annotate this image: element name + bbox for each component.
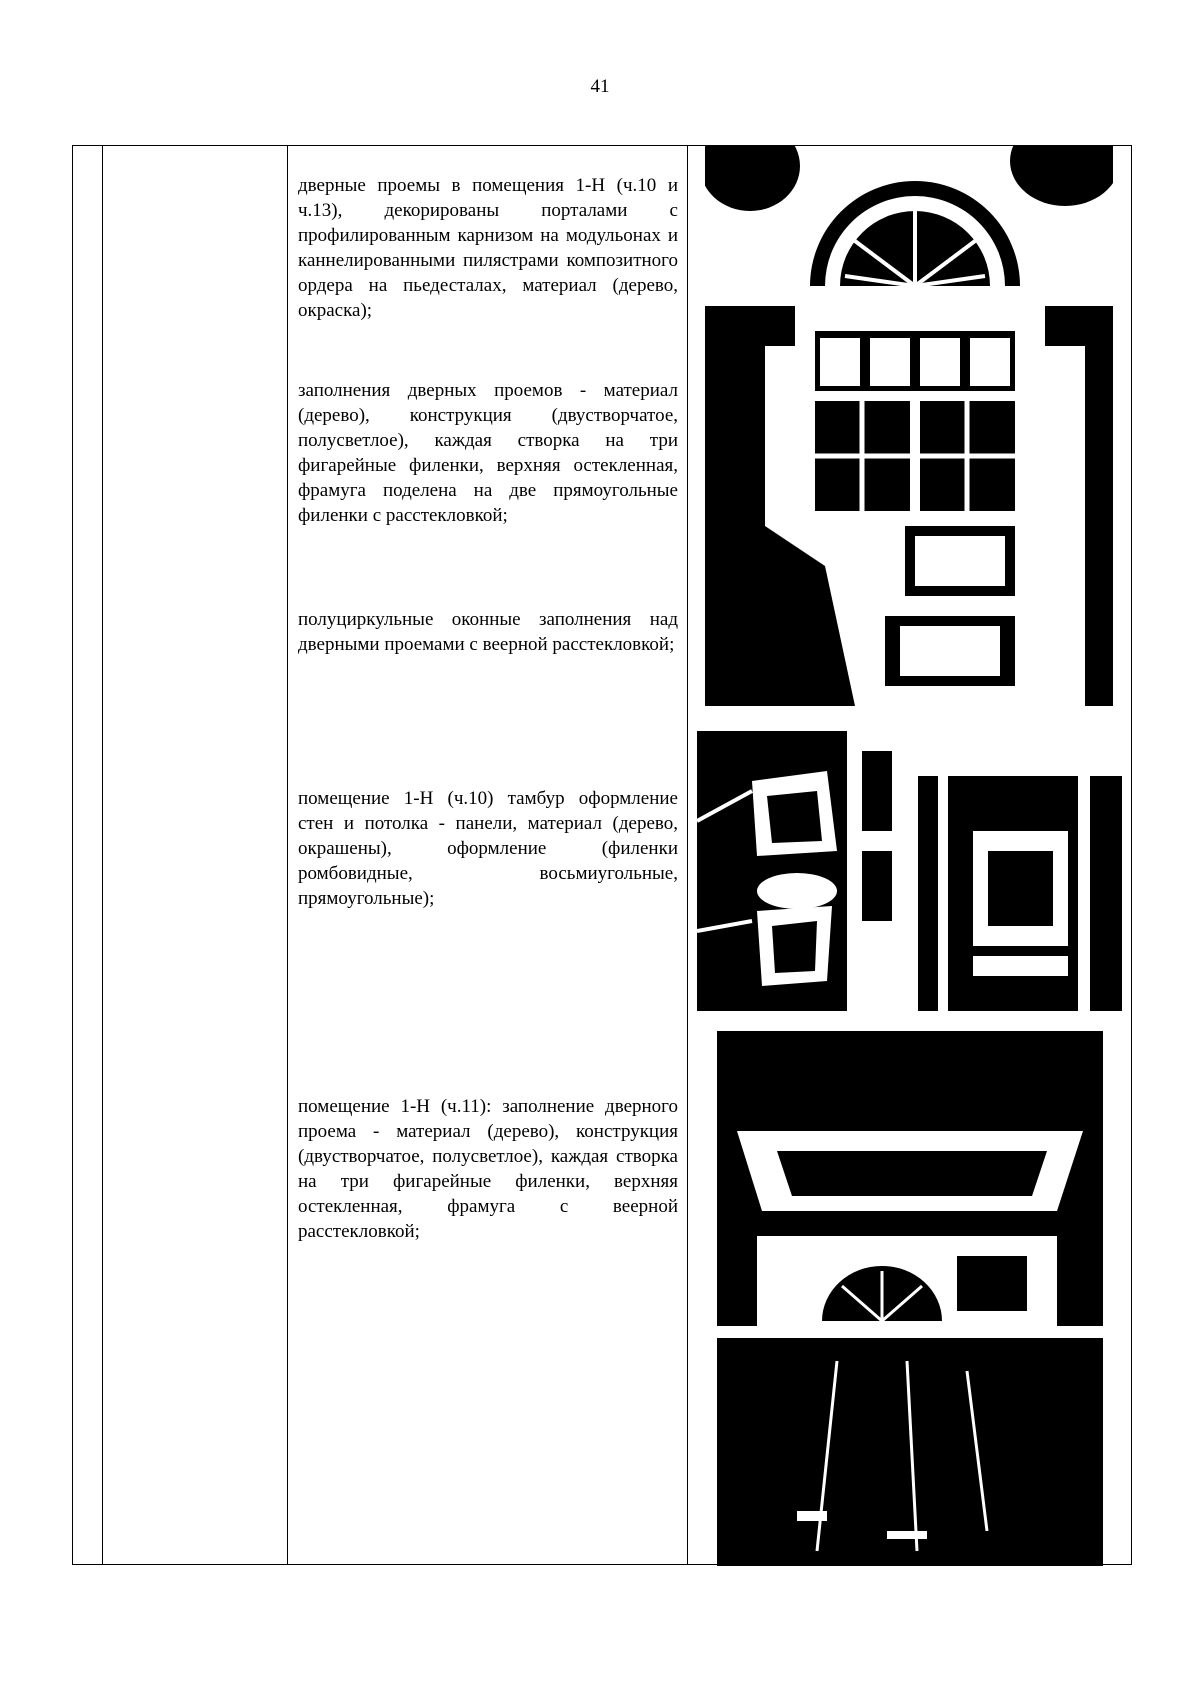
column-divider <box>287 146 288 1564</box>
inventory-table <box>72 145 1132 1565</box>
description-door-portals: дверные проемы в помещения 1-Н (ч.10 и ч.13), декорированы порталами с профилированным карнизом на модульонах и каннелированными пилястрами композитного ордера на пьедесталах, материал (дерево, окраска); <box>298 175 678 321</box>
description-room-11-door: помещение 1-Н (ч.11): заполнение дверного проема - материал (дерево), конструкция (двустворчатое, полусветлое), каждая створка на три фигарейные филенки, верхняя остекленная, фрамуга с веерной расстекловкой; <box>298 1096 678 1242</box>
page-number: 41 <box>590 76 610 97</box>
column-divider <box>687 146 688 1564</box>
column-divider <box>102 146 103 1564</box>
description-door-fillings: заполнения дверных проемов - материал (дерево), конструкция (двустворчатое, полусветлое), каждая створка на три фигарейные филенки, верхняя остекленная, фрамуга поделена на две прямоугольные филенки с расстекловкой; <box>298 380 678 526</box>
description-semicircular-windows: полуциркульные оконные заполнения над дверными проемами с веерной расстекловкой; <box>298 609 678 655</box>
photo-vestibule-wall <box>918 731 1122 1011</box>
description-vestibule-panels: помещение 1-Н (ч.10) тамбур оформление стен и потолка - панели, материал (дерево, окрашены), оформление (филенки ромбовидные, восьмиугольные, прямоугольные); <box>298 788 678 909</box>
photo-vestibule-ceiling <box>697 731 910 1011</box>
photo-door-portal <box>705 146 1113 706</box>
photo-room-11-door <box>717 1031 1103 1566</box>
